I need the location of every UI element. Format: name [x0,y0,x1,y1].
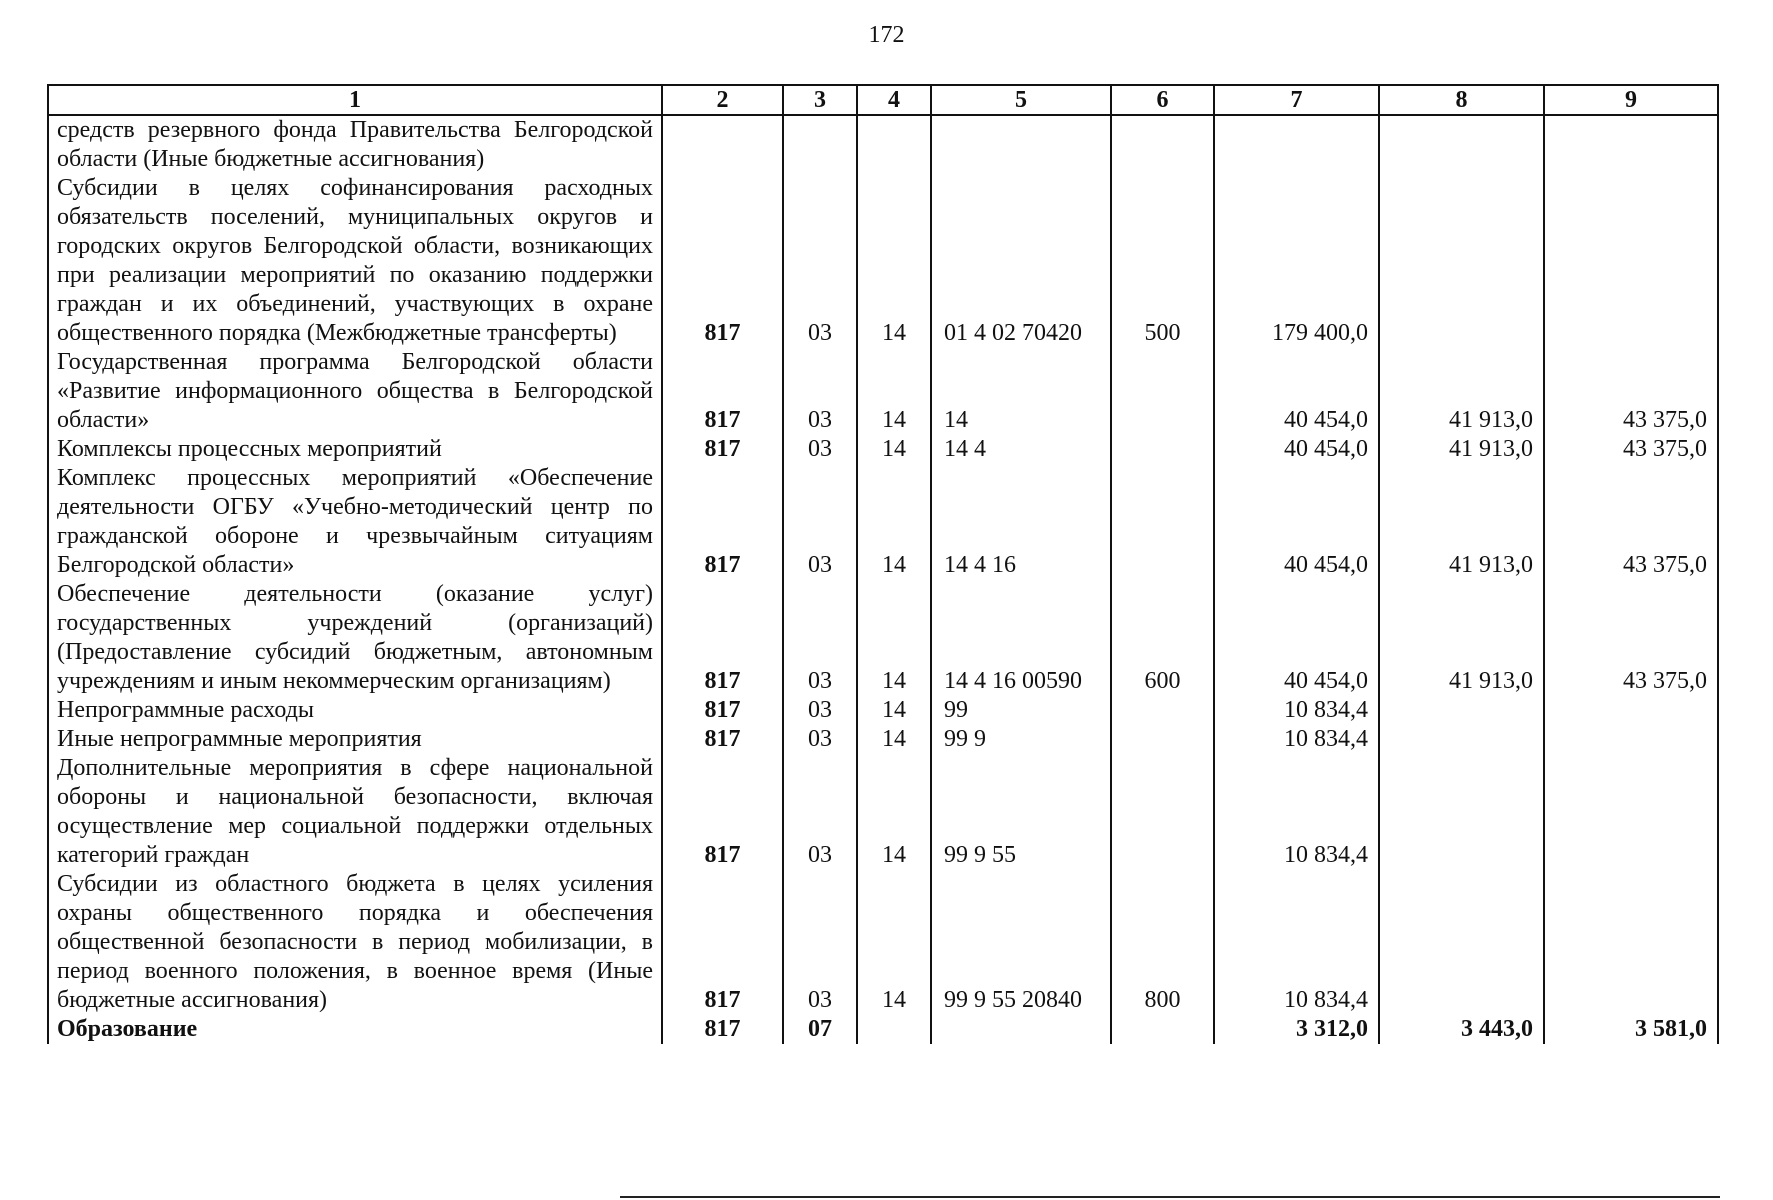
row-pr-cell: 14 [857,754,931,870]
row-value-col8-cell: 3 443,0 [1379,1015,1544,1044]
row-csr-cell: 14 4 [931,435,1111,464]
row-value-col9-cell [1544,725,1718,754]
row-rz-cell: 03 [783,580,857,696]
row-name-cell: Дополнительные мероприятия в сфере национальной обороны и национальной безопасности, включая осуществление мер социальной поддержки отдельных категорий граждан [48,754,662,870]
row-csr-cell: 99 9 [931,725,1111,754]
row-glava-cell: 817 [662,174,783,348]
row-value-col8-cell [1379,870,1544,1015]
row-glava-cell: 817 [662,696,783,725]
row-glava-cell [662,115,783,174]
row-pr-cell: 14 [857,725,931,754]
header-col-6: 6 [1111,85,1214,115]
row-vr-cell [1111,1015,1214,1044]
row-glava-cell: 817 [662,464,783,580]
row-glava-cell: 817 [662,870,783,1015]
budget-table-container [47,84,1717,1044]
row-rz-cell: 07 [783,1015,857,1044]
row-csr-cell: 99 9 55 [931,754,1111,870]
row-glava-cell: 817 [662,435,783,464]
row-name-cell: Субсидии в целях софинансирования расходных обязательств поселений, муниципальных округов и городских округов Белгородской области, возникающих при реализации мероприятий по оказанию поддержки граждан и их объединений, участвующих в охране общественного порядка (Межбюджетные трансферты) [48,174,662,348]
header-col-9: 9 [1544,85,1718,115]
row-value-col8-cell: 41 913,0 [1379,464,1544,580]
row-value-col7-cell: 3 312,0 [1214,1015,1379,1044]
row-vr-cell: 500 [1111,174,1214,348]
row-value-col9-cell [1544,870,1718,1015]
row-name-cell: средств резервного фонда Правительства Белгородской области (Иные бюджетные ассигнования) [48,115,662,174]
table-row [48,870,1718,1015]
row-pr-cell: 14 [857,435,931,464]
row-vr-cell [1111,464,1214,580]
row-value-col7-cell: 10 834,4 [1214,725,1379,754]
row-value-col9-cell [1544,696,1718,725]
row-vr-cell [1111,435,1214,464]
table-row [48,725,1718,754]
row-csr-cell: 14 [931,348,1111,435]
row-vr-cell: 600 [1111,580,1214,696]
row-glava-cell: 817 [662,348,783,435]
table-row [48,464,1718,580]
row-glava-cell: 817 [662,754,783,870]
row-vr-cell [1111,696,1214,725]
row-rz-cell: 03 [783,348,857,435]
page-number: 172 [868,22,905,48]
table-row [48,348,1718,435]
row-pr-cell: 14 [857,580,931,696]
row-pr-cell: 14 [857,174,931,348]
header-col-5: 5 [931,85,1111,115]
row-value-col8-cell: 41 913,0 [1379,435,1544,464]
row-vr-cell [1111,115,1214,174]
table-row [48,1015,1718,1044]
row-rz-cell: 03 [783,870,857,1015]
row-pr-cell [857,1015,931,1044]
row-pr-cell: 14 [857,870,931,1015]
row-value-col7-cell: 10 834,4 [1214,754,1379,870]
table-row [48,115,1718,174]
row-name-cell: Комплекс процессных мероприятий «Обеспечение деятельности ОГБУ «Учебно-методический центр по гражданской обороне и чрезвычайным ситуациям Белгородской области» [48,464,662,580]
table-row [48,435,1718,464]
row-value-col7-cell: 10 834,4 [1214,696,1379,725]
row-csr-cell: 14 4 16 00590 [931,580,1111,696]
row-value-col9-cell [1544,754,1718,870]
row-value-col8-cell [1379,725,1544,754]
row-value-col9-cell: 43 375,0 [1544,580,1718,696]
header-col-4: 4 [857,85,931,115]
row-csr-cell [931,1015,1111,1044]
row-value-col8-cell [1379,115,1544,174]
table-body [48,115,1718,1044]
row-vr-cell [1111,754,1214,870]
table-row [48,696,1718,725]
row-csr-cell [931,115,1111,174]
row-value-col8-cell [1379,174,1544,348]
row-name-cell: Непрограммные расходы [48,696,662,725]
row-glava-cell: 817 [662,725,783,754]
row-rz-cell: 03 [783,174,857,348]
row-value-col9-cell: 43 375,0 [1544,435,1718,464]
row-vr-cell: 800 [1111,870,1214,1015]
row-name-cell: Субсидии из областного бюджета в целях усиления охраны общественного порядка и обеспечения общественной безопасности в период мобилизации, в период военного положения, в военное время (Иные бюджетные ассигнования) [48,870,662,1015]
row-rz-cell: 03 [783,754,857,870]
row-pr-cell: 14 [857,348,931,435]
row-vr-cell [1111,725,1214,754]
row-value-col7-cell [1214,115,1379,174]
row-rz-cell: 03 [783,464,857,580]
table-row [48,174,1718,348]
row-name-cell: Обеспечение деятельности (оказание услуг) государственных учреждений (организаций) (Предоставление субсидий бюджетным, автономным учреждениям и иным некоммерческим организациям) [48,580,662,696]
budget-table [47,84,1719,1044]
row-value-col7-cell: 10 834,4 [1214,870,1379,1015]
bottom-rule [620,1196,1720,1198]
row-value-col9-cell: 43 375,0 [1544,464,1718,580]
row-value-col9-cell: 43 375,0 [1544,348,1718,435]
row-rz-cell [783,115,857,174]
row-vr-cell [1111,348,1214,435]
row-rz-cell: 03 [783,696,857,725]
row-value-col8-cell [1379,754,1544,870]
header-col-8: 8 [1379,85,1544,115]
row-pr-cell: 14 [857,464,931,580]
row-csr-cell: 14 4 16 [931,464,1111,580]
row-name-cell: Государственная программа Белгородской области «Развитие информационного общества в Белгородской области» [48,348,662,435]
table-row [48,754,1718,870]
row-pr-cell [857,115,931,174]
header-col-7: 7 [1214,85,1379,115]
row-value-col7-cell: 40 454,0 [1214,464,1379,580]
row-value-col8-cell: 41 913,0 [1379,580,1544,696]
row-value-col8-cell [1379,696,1544,725]
row-value-col9-cell: 3 581,0 [1544,1015,1718,1044]
row-value-col7-cell: 40 454,0 [1214,435,1379,464]
header-col-2: 2 [662,85,783,115]
header-col-1: 1 [48,85,662,115]
row-value-col7-cell: 179 400,0 [1214,174,1379,348]
row-pr-cell: 14 [857,696,931,725]
row-name-cell: Образование [48,1015,662,1044]
row-value-col8-cell: 41 913,0 [1379,348,1544,435]
row-csr-cell: 99 9 55 20840 [931,870,1111,1015]
row-csr-cell: 01 4 02 70420 [931,174,1111,348]
row-value-col9-cell [1544,115,1718,174]
row-glava-cell: 817 [662,580,783,696]
row-value-col7-cell: 40 454,0 [1214,348,1379,435]
header-col-3: 3 [783,85,857,115]
row-value-col9-cell [1544,174,1718,348]
table-row [48,580,1718,696]
row-rz-cell: 03 [783,725,857,754]
row-glava-cell: 817 [662,1015,783,1044]
row-name-cell: Комплексы процессных мероприятий [48,435,662,464]
row-name-cell: Иные непрограммные мероприятия [48,725,662,754]
row-rz-cell: 03 [783,435,857,464]
table-header-row [48,85,1718,115]
row-csr-cell: 99 [931,696,1111,725]
row-value-col7-cell: 40 454,0 [1214,580,1379,696]
